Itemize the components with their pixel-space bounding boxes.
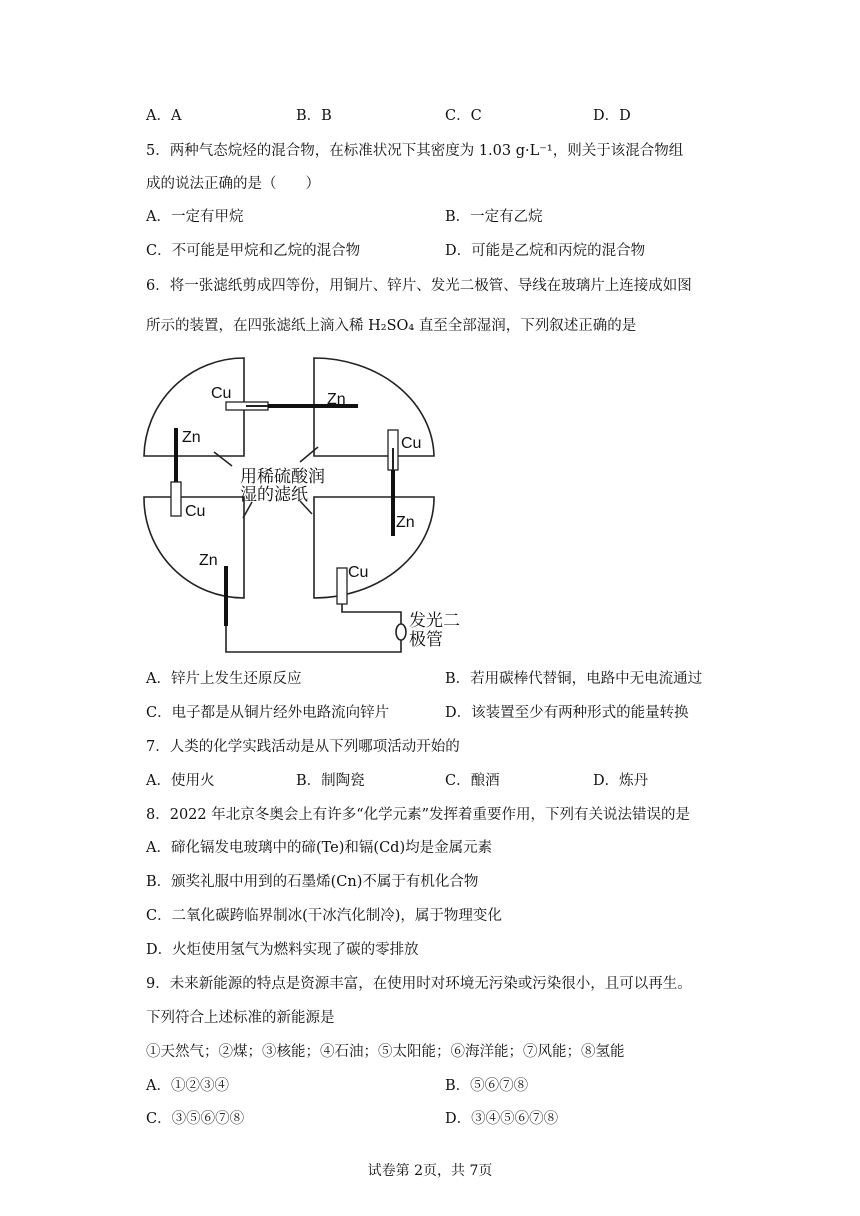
q7-option-a: A．使用火: [146, 773, 215, 789]
label-zn-right: Zn: [396, 514, 415, 531]
q8-option-b: B．颁奖礼服中用到的石墨烯(Cn)不属于有机化合物: [146, 874, 479, 890]
q7-option-d: D．炼丹: [593, 773, 649, 789]
q7-option-c: C．酿酒: [445, 773, 500, 789]
q8-option-a: A．碲化镉发电玻璃中的碲(Te)和镉(Cd)均是金属元素: [146, 840, 493, 856]
q5-option-b: B．一定有乙烷: [445, 209, 543, 225]
q8-option-d: D．火炬使用氢气为燃料实现了碳的零排放: [146, 942, 419, 958]
label-cu-left: Cu: [185, 503, 206, 520]
q7-stem: 7．人类的化学实践活动是从下列哪项活动开始的: [146, 739, 460, 755]
label-led-1: 发光二: [409, 611, 460, 630]
q6-stem-line1: 6．将一张滤纸剪成四等份，用铜片、锌片、发光二极管、导线在玻璃片上连接成如图: [146, 278, 692, 294]
led-symbol: [396, 624, 406, 640]
page-footer: 试卷第 2页，共 7页: [367, 1163, 493, 1179]
q4-option-d: D．D: [593, 108, 631, 124]
label-cu-bottom: Cu: [348, 564, 369, 581]
q9-option-a: A．①②③④: [146, 1078, 229, 1094]
q6-stem-line2: 所示的装置，在四张滤纸上滴入稀 H₂SO₄ 直至全部湿润，下列叙述正确的是: [146, 318, 637, 334]
q4-option-b: B．B: [296, 108, 332, 124]
q5-option-c: C．不可能是甲烷和乙烷的混合物: [146, 243, 361, 259]
label-filter-paper-1: 用稀硫酸润: [240, 467, 325, 486]
q7-option-b: B．制陶瓷: [296, 773, 365, 789]
wire-from-zn: [226, 626, 401, 652]
q6-option-d: D．该装置至少有两种形式的能量转换: [445, 705, 689, 721]
label-cu-top: Cu: [211, 385, 232, 402]
cu-electrode-left: [171, 482, 181, 516]
q6-option-b: B．若用碳棒代替铜，电路中无电流通过: [445, 671, 703, 687]
q5-option-a: A．一定有甲烷: [146, 209, 244, 225]
q9-stem-line1: 9．未来新能源的特点是资源丰富，在使用时对环境无污染或污染很小，且可以再生。: [146, 976, 692, 992]
q5-stem-line1: 5．两种气态烷烃的混合物，在标准状况下其密度为 1.03 g·L⁻¹，则关于该混合物组: [146, 143, 684, 159]
q6-apparatus-figure: [140, 352, 460, 657]
label-filter-paper-2: 湿的滤纸: [240, 485, 308, 504]
q8-option-c: C．二氧化碳跨临界制冰(干冰汽化制冷)，属于物理变化: [146, 908, 502, 924]
q4-option-c: C．C: [445, 108, 482, 124]
q9-stem-line3: ①天然气；②煤；③核能；④石油；⑤太阳能；⑥海洋能；⑦风能；⑧氢能: [146, 1044, 625, 1060]
label-zn-left: Zn: [182, 429, 201, 446]
q4-option-a: A．A: [146, 108, 182, 124]
q6-option-a: A．锌片上发生还原反应: [146, 671, 302, 687]
label-zn-top: Zn: [327, 391, 346, 408]
q9-option-b: B．⑤⑥⑦⑧: [445, 1078, 529, 1094]
q9-stem-line2: 下列符合上述标准的新能源是: [146, 1010, 335, 1026]
q5-option-d: D．可能是乙烷和丙烷的混合物: [445, 243, 646, 259]
label-zn-bottom: Zn: [199, 552, 218, 569]
q6-option-c: C．电子都是从铜片经外电路流向锌片: [146, 705, 390, 721]
label-cu-right: Cu: [401, 435, 422, 452]
cu-electrode-bottom: [337, 568, 347, 604]
label-led-2: 极管: [409, 630, 443, 649]
filter-paper-bottom-right: [314, 497, 434, 598]
q9-option-d: D．③④⑤⑥⑦⑧: [445, 1111, 559, 1127]
q5-stem-line2: 成的说法正确的是（ ）: [146, 176, 320, 192]
q8-stem: 8．2022 年北京冬奥会上有许多“化学元素”发挥着重要作用，下列有关说法错误的是: [146, 807, 691, 823]
q9-option-c: C．③⑤⑥⑦⑧: [146, 1111, 245, 1127]
wire-from-cu: [342, 604, 401, 624]
